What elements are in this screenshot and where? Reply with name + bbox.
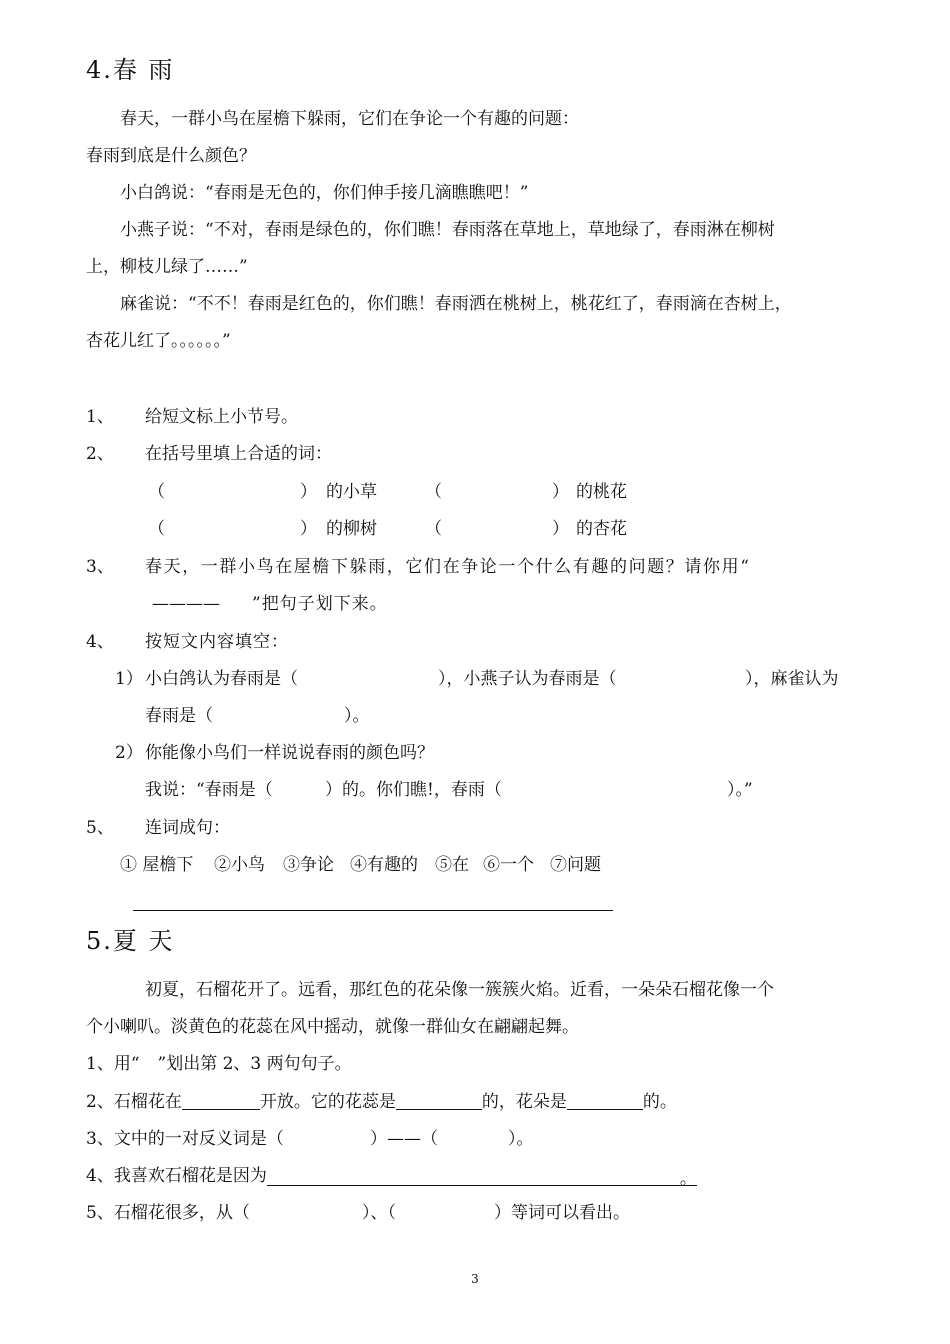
question-number: 2、 <box>86 444 114 464</box>
fill-text: ）、（ <box>362 1203 396 1223</box>
s5-question-2 <box>86 1090 677 1114</box>
question-text: ”把句子划下来。 <box>252 594 388 614</box>
passage-4-line: 小燕子说：“不对，春雨是绿色的，你们瞧！春雨落在草地上，草地绿了，春雨淋在柳树 <box>120 220 775 240</box>
question-number: 5、 <box>86 818 114 838</box>
question-text: 连词成句： <box>145 818 230 838</box>
passage-4-line: 上，柳枝儿绿了……” <box>86 257 248 277</box>
fill-text: 4、我喜欢石榴花是因为 <box>86 1166 267 1186</box>
fill-text: 1、用“ <box>86 1054 140 1074</box>
word-item: ⑤在 <box>435 855 469 875</box>
fill-text: ”划出第 2、3 两句句子。 <box>157 1054 352 1074</box>
section-4-title: 4.春 雨 <box>86 56 175 84</box>
fill-text: 春雨是（ <box>145 706 213 726</box>
fill-item: 的小草 <box>326 482 377 502</box>
fill-text: 2、石榴花在 <box>86 1092 182 1112</box>
fill-item: 的桃花 <box>576 482 627 502</box>
fill-text: 5、石榴花很多，从（ <box>86 1203 250 1223</box>
left-paren: （ <box>425 519 442 539</box>
fill-text: ）等词可以看出。 <box>494 1203 630 1223</box>
word-item: ③争论 <box>283 855 334 875</box>
word-item: ②小鸟 <box>214 855 265 875</box>
blank-underline <box>182 1091 260 1110</box>
word-item: ⑥一个 <box>483 855 534 875</box>
passage-5-line: 初夏，石榴花开了。远看，那红色的花朵像一簇簇火焰。近看，一朵朵石榴花像一个 <box>145 980 774 1000</box>
answer-line <box>133 910 613 911</box>
question-text: 你能像小鸟们一样说说春雨的颜色吗？ <box>145 743 434 763</box>
sub-label: 2） <box>115 743 143 763</box>
question-text: 按短文内容填空： <box>145 632 289 652</box>
question-text: 在括号里填上合适的词： <box>145 444 332 464</box>
fill-text: 的，花朵是 <box>481 1092 567 1112</box>
word-item: ④有趣的 <box>350 855 418 875</box>
fill-text: 3、文中的一对反义词是（ <box>86 1129 284 1149</box>
fill-text: ）的。你们瞧!，春雨（ <box>325 780 502 800</box>
left-paren: （ <box>148 482 165 502</box>
fill-text: 我说：“春雨是（ <box>145 780 273 800</box>
fill-text: 小白鸽认为春雨是（ <box>145 669 298 689</box>
passage-5-line: 个小喇叭。淡黄色的花蕊在风中摇动，就像一群仙女在翩翩起舞。 <box>86 1017 579 1037</box>
passage-4-line: 春天，一群小鸟在屋檐下躲雨，它们在争论一个有趣的问题： <box>120 109 579 129</box>
word-item: ① 屋檐下 <box>120 855 194 875</box>
passage-4-line: 麻雀说：“不不！春雨是红色的，你们瞧！春雨洒在桃树上，桃花红了，春雨滴在杏树上， <box>120 294 792 314</box>
blank-underline <box>567 1091 643 1110</box>
fill-text: ）。 <box>344 706 370 726</box>
left-paren: （ <box>148 519 165 539</box>
fill-text: ）。 <box>508 1129 534 1149</box>
fill-text: 。 <box>679 1169 697 1189</box>
word-item: ⑦问题 <box>550 855 601 875</box>
passage-4-line: 小白鸽说：“春雨是无色的，你们伸手接几滴瞧瞧吧！” <box>120 183 529 203</box>
question-text: 春天，一群小鸟在屋檐下躲雨，它们在争论一个什么有趣的问题？请你用“ <box>145 557 751 577</box>
page-number: 3 <box>471 1272 479 1286</box>
question-number: 4、 <box>86 632 114 652</box>
s5-question-1 <box>86 1052 352 1076</box>
question-number: 1、 <box>86 407 114 427</box>
fill-text: ），小燕子认为春雨是（ <box>438 669 617 689</box>
fill-text: ）——（ <box>370 1129 438 1149</box>
passage-4-line: 春雨到底是什么颜色？ <box>86 146 256 166</box>
right-paren: ） <box>300 519 317 539</box>
fill-text: ），麻雀认为 <box>745 669 839 689</box>
right-paren: ） <box>552 519 569 539</box>
dash-marker: ———— <box>152 594 220 614</box>
fill-text: 开放。它的花蕊是 <box>259 1092 396 1112</box>
blank-underline <box>267 1167 697 1189</box>
blank-underline <box>396 1091 482 1110</box>
question-number: 3、 <box>86 557 114 577</box>
section-5-title: 5.夏 天 <box>86 927 175 955</box>
fill-item: 的杏花 <box>576 519 627 539</box>
passage-4-line: 杏花儿红了。。。。。。” <box>86 331 231 351</box>
sub-label: 1） <box>115 669 143 689</box>
s5-question-4 <box>86 1164 697 1188</box>
fill-text: ）。” <box>727 780 753 800</box>
right-paren: ） <box>552 482 569 502</box>
fill-text: 的。 <box>642 1092 677 1112</box>
left-paren: （ <box>425 482 442 502</box>
question-text: 给短文标上小节号。 <box>145 407 298 427</box>
fill-item: 的柳树 <box>326 519 377 539</box>
right-paren: ） <box>300 482 317 502</box>
